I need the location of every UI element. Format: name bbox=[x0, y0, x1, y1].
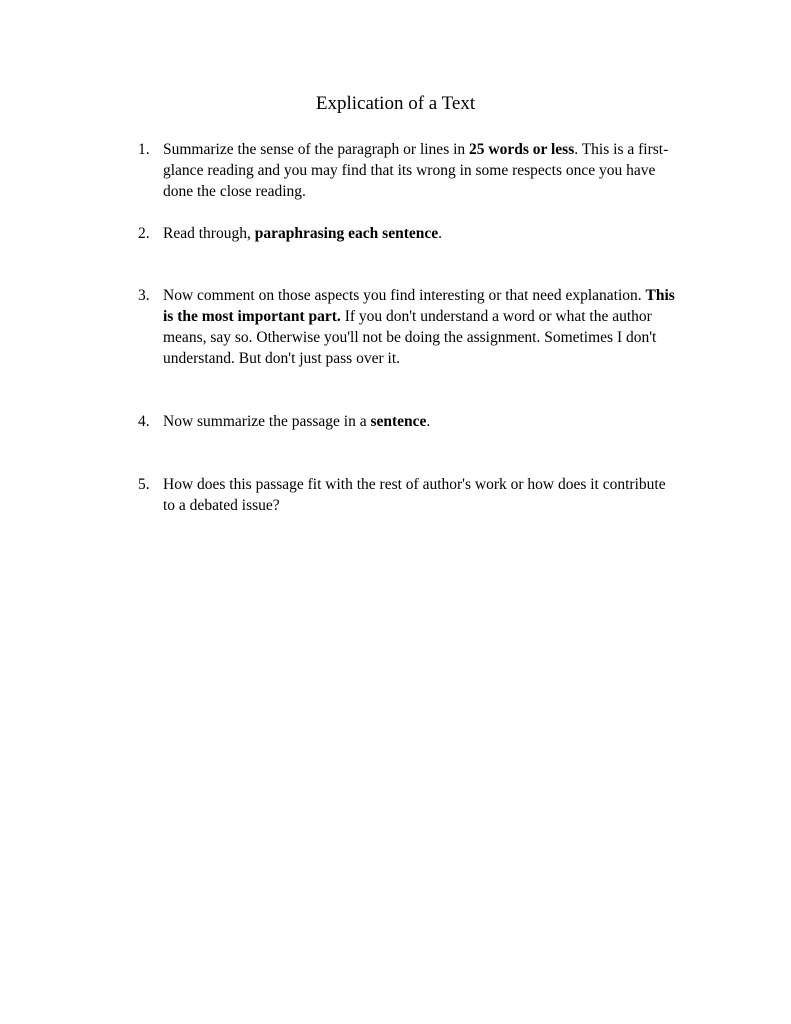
emphasis-text: paraphrasing each sentence bbox=[254, 225, 439, 242]
list-item bbox=[138, 474, 678, 516]
list-item bbox=[138, 285, 678, 369]
emphasis-text: sentence bbox=[370, 413, 427, 430]
list-item-text: Read through, paraphrasing each sentence. bbox=[163, 225, 442, 242]
list-item-number: 5. bbox=[138, 476, 150, 493]
list-item-number: 1. bbox=[138, 141, 150, 158]
list-item bbox=[138, 223, 678, 244]
emphasis-text: This is the most important part. bbox=[163, 287, 675, 325]
list-item-number: 4. bbox=[138, 413, 150, 430]
list-item-text: Summarize the sense of the paragraph or lines in 25 words or less. This is a first-glance reading and you may find that its wrong in some respects once you have done the close reading. bbox=[163, 141, 669, 200]
list-item-text: How does this passage fit with the rest of author's work or how does it contribute to a debated issue? bbox=[163, 476, 666, 514]
list-item-text: Now summarize the passage in a sentence. bbox=[163, 413, 431, 430]
document-title: Explication of a Text bbox=[315, 93, 476, 114]
list-item-number: 2. bbox=[138, 225, 150, 242]
list-item bbox=[138, 139, 678, 202]
list-item-number: 3. bbox=[138, 287, 150, 304]
list-item-text: Now comment on those aspects you find interesting or that need explanation. This is the most important part. If you don't understand a word or what the author means, say so. Otherwise you'll not be doing the assignment. Sometimes I don't understand. But don't just pass over it. bbox=[163, 287, 675, 367]
list-item bbox=[138, 411, 678, 432]
emphasis-text: 25 words or less bbox=[469, 141, 575, 158]
